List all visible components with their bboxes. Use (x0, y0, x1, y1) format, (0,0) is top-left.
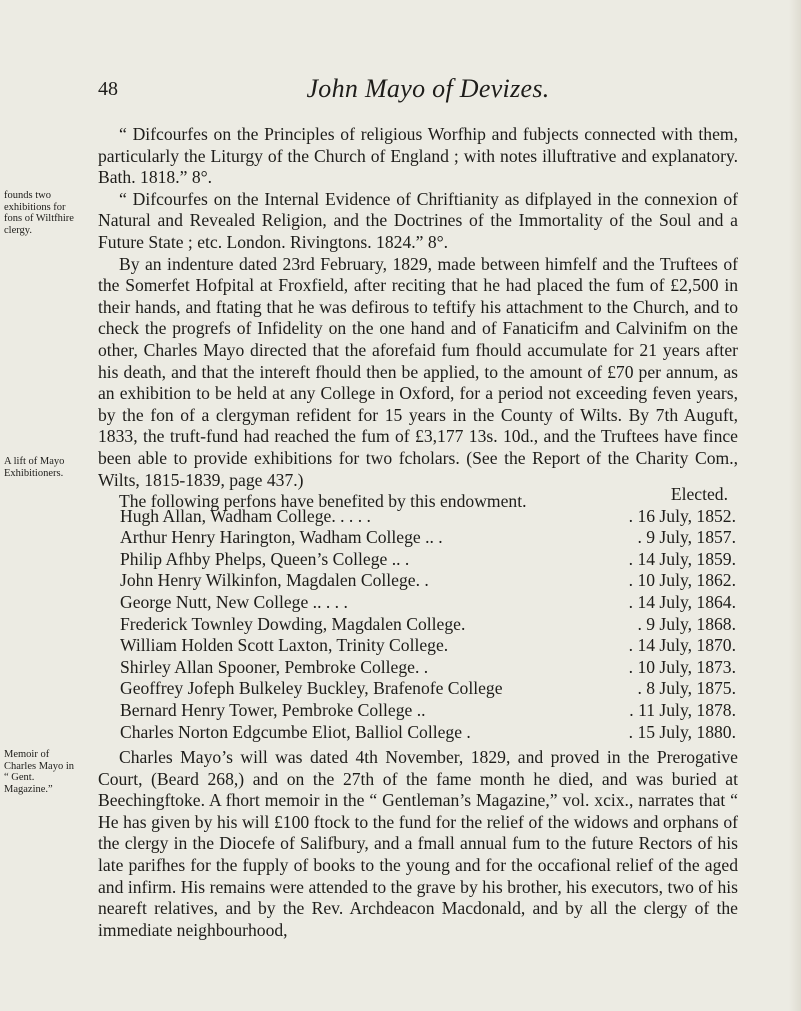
elected-date: . 10 July, 1873. (628, 656, 736, 677)
leader-dots (503, 678, 612, 700)
elected-date: . 8 July, 1875. (637, 678, 736, 699)
list-item (120, 614, 736, 636)
list-item (120, 592, 736, 614)
exhibitioner-name: Arthur Henry Harington, Wadham College . (120, 527, 430, 548)
list-item (120, 506, 736, 528)
elected-date: . 16 July, 1852. (628, 505, 736, 526)
exhibitioner-name: Bernard Henry Tower, Pembroke College . (120, 699, 422, 720)
margin-note-exhibitions: founds two exhibitions for fons of Wiltfhire clergy. (4, 190, 74, 236)
leader-dots: . (443, 635, 449, 656)
exhibitioner-name: Shirley Allan Spooner, Pembroke College (120, 656, 415, 677)
exhibitioner-name: Philip Afhby Phelps, Queen’s College . (120, 548, 397, 569)
elected-date: . 14 July, 1864. (628, 591, 736, 612)
list-item (120, 700, 736, 722)
leader-dots: . . (429, 527, 443, 548)
list-item (120, 657, 736, 679)
page-header (0, 74, 801, 108)
page-number: 48 (98, 78, 118, 100)
paragraph-indenture: By an indenture dated 23rd February, 1829, made between himfelf and the Truftees of the Somerfet Hofpital at Froxfield, after reciting that he had placed the fum of £2,500 in their hands, and ftating that he was defirous to teftify his attachment to the Church, and to check the progrefs of Infidelity on the one hand and of Fanaticifm and Calvinifm on the other, Charles Mayo directed that the aforefaid fum fhould accumulate for 21 years after his death, and that the intereft fhould then be applied, to the amount of £70 per annum, as an exhibition to be held at any College in Oxford, for a period not exceeding feven years, by the fon of a clergyman refident for 15 years in the County of Wilts. By 7th Auguft, 1833, the truft-fund had reached the fum of £3,177 13s. 10d., and the Truftees have fince been able to provide exhibitions for two fcholars. (See the Report of the Charity Com., Wilts, 1815-1839, page 437.) (98, 253, 738, 490)
list-item (120, 549, 736, 571)
elected-column-header: Elected. (670, 484, 728, 504)
running-title: John Mayo of Devizes. (306, 74, 550, 103)
leader-dots: . . (414, 656, 429, 677)
exhibitioner-name: John Henry Wilkinfon, Magdalen College (120, 570, 416, 591)
leader-dots: . . . . . (331, 505, 371, 526)
exhibitioner-name: Frederick Townley Dowding, Magdalen College (120, 613, 461, 634)
leader-dots: . (421, 699, 426, 720)
exhibitioner-name: George Nutt, New College . (120, 591, 318, 612)
paragraph-discourses-principles: “ Difcourfes on the Principles of religious Worfhip and fubjects connected with them, particularly the Liturgy of the Church of England ; with notes illuftrative and explanatory. Bath. 1818.” 8°. (98, 124, 738, 188)
elected-date: . 10 July, 1862. (628, 570, 736, 591)
exhibitioner-name: Charles Norton Edgcumbe Eliot, Balliol College . (120, 721, 471, 742)
list-item (120, 635, 736, 657)
body-text-lower (98, 747, 738, 941)
body-text-upper (98, 124, 738, 513)
exhibitioners-list (120, 484, 736, 743)
elected-date: . 11 July, 1878. (629, 699, 736, 720)
leader-dots: . . . . (317, 591, 348, 612)
exhibitioner-name: William Holden Scott Laxton, Trinity College (120, 635, 444, 656)
leader-dots (471, 722, 612, 744)
exhibitioner-name: Hugh Allan, Wadham College (120, 505, 332, 526)
paragraph-will: Charles Mayo’s will was dated 4th November, 1829, and proved in the Prerogative Court, (Beard 268,) and on the 27th of the fame month he died, and was buried at Beechingftoke. A fhort memoir in the “ Gentleman’s Magazine,” vol. xcix., narrates that “ He has given by his will £100 ftock to the fund for the relief of the widows and orphans of the clergy in the Diocefe of Salifbury, and a fmall annual fum to the future Rectors of his late parifhes for the fupply of books to the young and for the occafional relief of the aged and infirm. His remains were attended to the grave by his brother, his executors, two of his neareft relatives, and by the Rev. Archdeacon Macdonald, and by all the clergy of the immediate neighbourhood, (98, 747, 738, 940)
margin-note-memoir: Memoir of Charles Mayo in “ Gent. Magazine.” (4, 749, 74, 795)
elected-date: . 15 July, 1880. (628, 721, 736, 742)
list-item (120, 570, 736, 592)
exhibitioner-name: Geoffrey Jofeph Bulkeley Buckley, Brafenofe College (120, 678, 503, 699)
list-item (120, 527, 736, 549)
leader-dots: . . (396, 548, 410, 569)
elected-date: . 14 July, 1870. (628, 635, 736, 656)
elected-date: . 14 July, 1859. (628, 548, 736, 569)
paragraph-discourses-evidence: “ Difcourfes on the Internal Evidence of Chriftianity as difplayed in the connexion of Natural and Revealed Religion, and the Doctrines of the Immortality of the Soul and a Future State ; etc. London. Rivingtons. 1824.” 8°. (98, 188, 738, 252)
elected-date: . 9 July, 1857. (637, 527, 736, 548)
paragraph-endowment-intro: The following perfons have benefited by this endowment. (119, 491, 527, 512)
page-edge-shadow (789, 0, 801, 1011)
elected-date: . 9 July, 1868. (637, 613, 736, 634)
list-item (120, 678, 736, 700)
list-item (120, 722, 736, 744)
margin-note-exhibitioners: A lift of Mayo Exhibitioners. (4, 456, 65, 479)
leader-dots: . (460, 613, 466, 634)
leader-dots: . . (415, 570, 429, 591)
